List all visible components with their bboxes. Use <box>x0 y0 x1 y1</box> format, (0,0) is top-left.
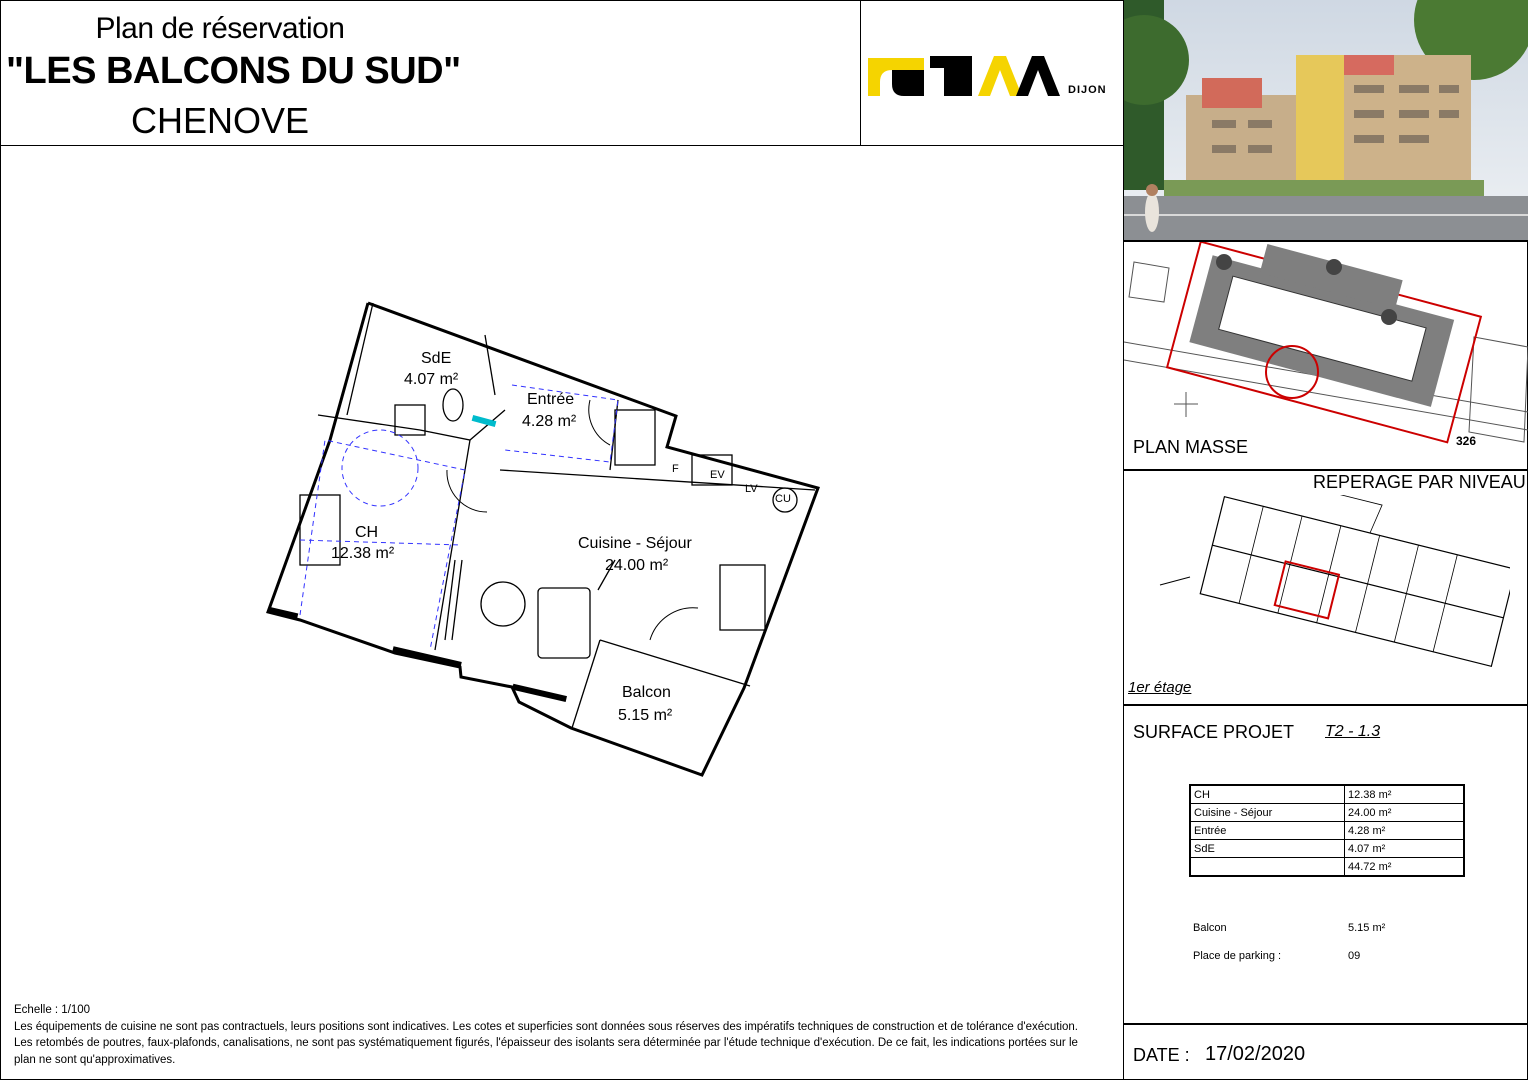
room-area: 4.28 m² <box>1345 822 1465 840</box>
building-rendering <box>1124 0 1528 240</box>
room-sejour-area: 24.00 m² <box>605 557 669 574</box>
table-row <box>1190 822 1464 840</box>
date-value: 17/02/2020 <box>1205 1043 1306 1065</box>
fixture-dishwasher: LV <box>745 483 758 495</box>
title-line-1: Plan de réservation <box>95 12 345 45</box>
parking-value: 09 <box>1348 950 1361 962</box>
room-ch-area: 12.38 m² <box>331 545 395 562</box>
floor-plan <box>240 290 840 790</box>
level-plan-title: REPERAGE PAR NIVEAU <box>1313 472 1526 492</box>
scale-text: Echelle : 1/100 <box>14 1004 91 1016</box>
room-balcon-area: 5.15 m² <box>618 707 673 724</box>
room-name: CH <box>1190 785 1345 804</box>
level-plan-drawing <box>1150 495 1510 685</box>
table-row <box>1190 785 1464 804</box>
surface-title: SURFACE PROJET <box>1133 722 1295 742</box>
room-name: SdE <box>1190 840 1345 858</box>
fixture-fridge: F <box>672 463 679 475</box>
room-sde-area: 4.07 m² <box>404 371 459 388</box>
lot-reference: T2 - 1.3 <box>1325 723 1381 740</box>
date-label: DATE : <box>1133 1045 1190 1065</box>
site-plan-label: PLAN MASSE <box>1133 437 1249 457</box>
parking-label: Place de parking : <box>1193 950 1282 962</box>
total-area: 44.72 m² <box>1345 858 1465 877</box>
footer-notes <box>14 1002 1094 1068</box>
divider-4 <box>1123 1023 1528 1025</box>
room-sejour-name: Cuisine - Séjour <box>578 535 692 552</box>
surface-table <box>1189 784 1465 877</box>
room-ch-name: CH <box>355 524 379 541</box>
level-label: 1er étage <box>1128 679 1192 696</box>
room-balcon-name: Balcon <box>622 684 671 701</box>
divider-2 <box>1123 469 1528 471</box>
parcel-number: 326 <box>1456 434 1477 448</box>
room-area: 12.38 m² <box>1345 785 1465 804</box>
title-line-2: "LES BALCONS DU SUD" <box>6 50 461 92</box>
table-row <box>1190 840 1464 858</box>
room-name: Cuisine - Séjour <box>1190 804 1345 822</box>
room-area: 24.00 m² <box>1345 804 1465 822</box>
logo-city: DIJON <box>1068 84 1107 96</box>
table-row <box>1190 804 1464 822</box>
title-line-3: CHENOVE <box>130 100 310 141</box>
balcon-value: 5.15 m² <box>1348 922 1386 934</box>
divider-3 <box>1123 704 1528 706</box>
room-name: Entrée <box>1190 822 1345 840</box>
disclaimer-text: Les équipements de cuisine ne sont pas contractuels, leurs positions sont indicatives. Les cotes et superficies sont données sous réserves des impératifs techniques de construction et de tolérance d'exécution. Les retombés de poutres, faux-plafonds, canalisations, ne sont pas systématiquement figurés, l'épaisseur des isolants sera déterminée par l'étude technique d'exécution. De ce fait, les indications portées sur le plan ne sont qu'approximatives. <box>14 1020 1078 1066</box>
fixture-sink: EV <box>710 469 725 481</box>
room-sde-name: SdE <box>421 350 452 367</box>
room-entree-area: 4.28 m² <box>522 413 577 430</box>
fixture-cooker: CU <box>775 493 791 505</box>
total-spacer <box>1190 858 1345 877</box>
table-row-total <box>1190 858 1464 877</box>
room-area: 4.07 m² <box>1345 840 1465 858</box>
balcon-label: Balcon <box>1193 922 1227 934</box>
room-entree-name: Entrée <box>527 391 575 408</box>
